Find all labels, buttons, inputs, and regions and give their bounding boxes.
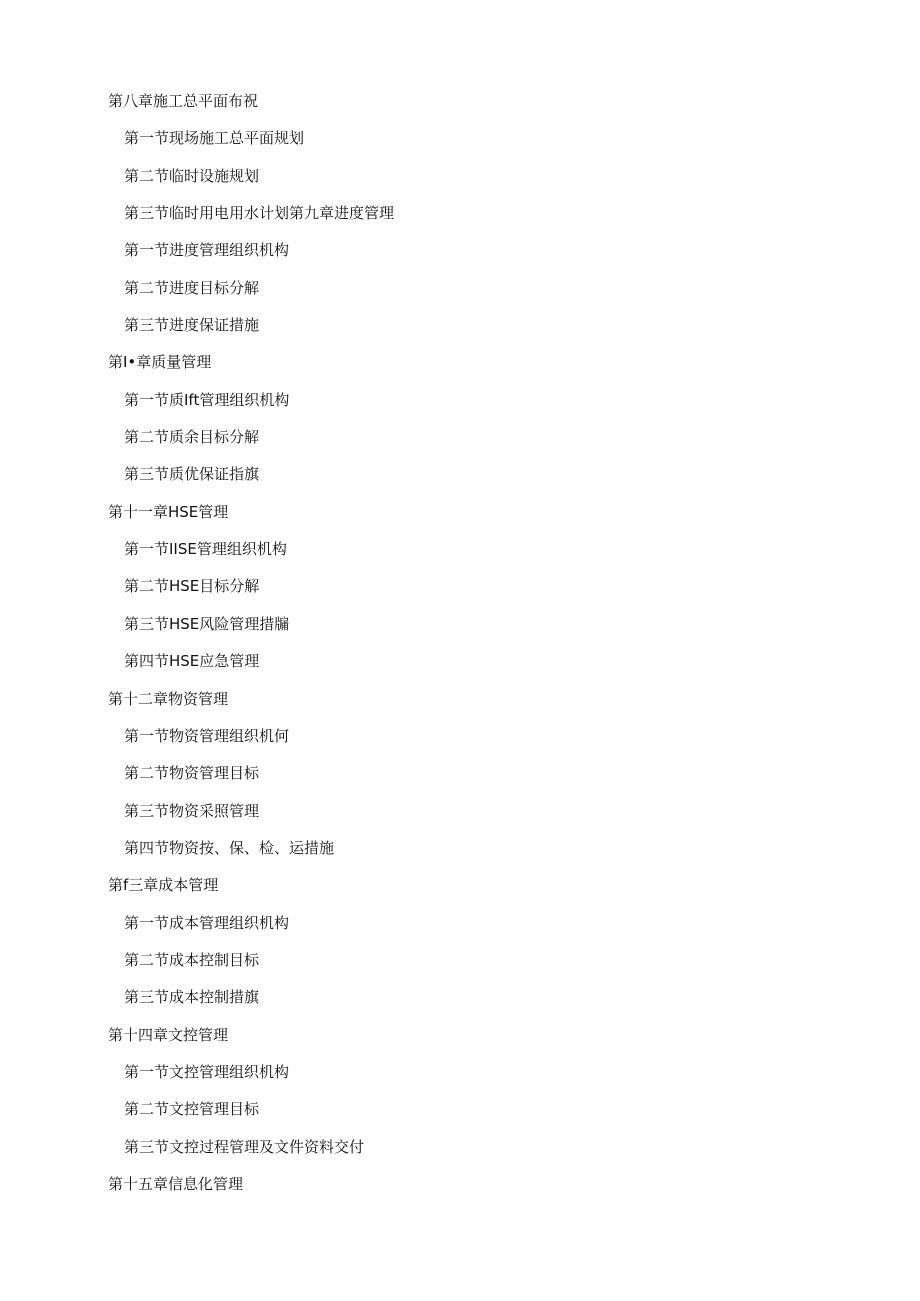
toc-chapter-heading: 第f三章成本管理 [108, 876, 219, 895]
toc-chapter-heading: 第I•章质量管理 [108, 353, 212, 372]
toc-chapter-heading: 第十五章信息化管理 [108, 1174, 244, 1193]
toc-section-entry: 第四节物资按、保、检、运措施 [124, 838, 335, 857]
toc-section-entry: 第二节成本控制目标 [124, 950, 260, 969]
toc-section-entry: 第二节HSE目标分解 [124, 577, 260, 596]
toc-section-entry: 第三节质优保证指旗 [124, 465, 260, 484]
toc-section-entry: 第一节文控管理组织机构 [124, 1062, 290, 1081]
toc-chapter-heading: 第十二章物资管理 [108, 689, 229, 708]
toc-section-entry: 第三节进度保证措施 [124, 316, 260, 335]
toc-section-entry: 第二节进度目标分解 [124, 278, 260, 297]
toc-section-entry: 第一节物资管理组织机何 [124, 726, 290, 745]
toc-section-entry: 第一节成本管理组织机构 [124, 913, 290, 932]
toc-section-entry: 第一节现场施工总平面规划 [124, 129, 305, 148]
toc-chapter-heading: 第十一章HSE管理 [108, 502, 229, 521]
toc-section-entry: 第二节物资管理目标 [124, 764, 260, 783]
toc-section-entry: 第一节进度管理组织机构 [124, 241, 290, 260]
toc-section-entry: 第二节质余目标分解 [124, 428, 260, 447]
toc-section-entry: 第三节物资采照管理 [124, 801, 260, 820]
toc-section-entry: 第四节HSE应急管理 [124, 652, 260, 671]
toc-chapter-heading: 第十四章文控管理 [108, 1025, 229, 1044]
toc-section-entry: 第一节质Ift管理组织机构 [124, 390, 290, 409]
toc-section-entry: 第三节临时用电用水计划第九章进度管理 [124, 204, 395, 223]
toc-section-entry: 第一节IISE管理组织机构 [124, 540, 287, 559]
table-of-contents [0, 89, 920, 1209]
toc-chapter-heading: 第八章施工总平面布祝 [108, 92, 259, 110]
toc-section-entry: 第二节临时设施规划 [124, 166, 260, 185]
toc-section-entry: 第三节HSE风险管理措牖 [124, 614, 290, 633]
toc-section-entry: 第二节文控管理目标 [124, 1100, 260, 1119]
toc-section-entry: 第三节文控过程管理及文件资料交付 [124, 1137, 365, 1156]
toc-section-entry: 第三节成本控制措旗 [124, 988, 260, 1007]
